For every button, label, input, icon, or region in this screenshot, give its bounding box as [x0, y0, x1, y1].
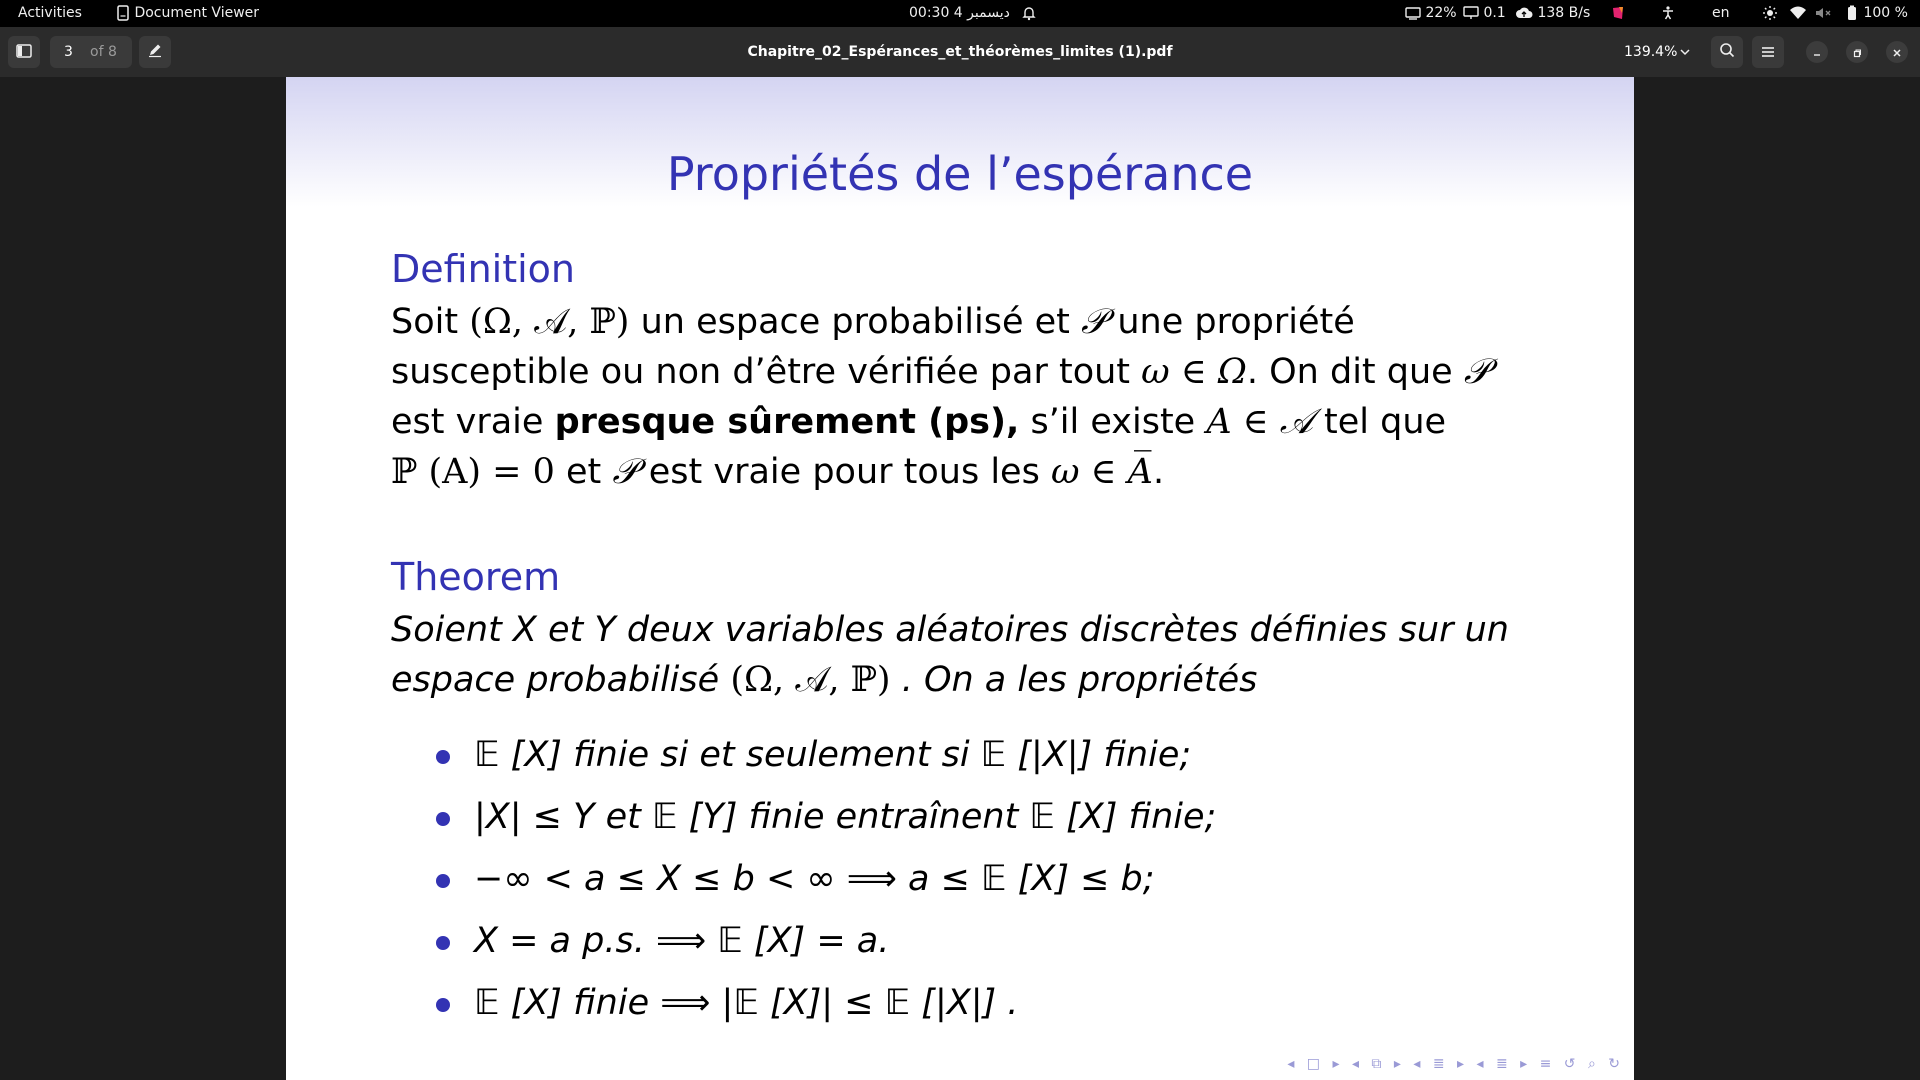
hamburger-menu-icon	[1761, 43, 1775, 62]
total-pages: of 8	[90, 44, 117, 60]
app-header-bar	[0, 27, 1920, 77]
cpu-icon	[1405, 5, 1421, 21]
definition-heading: Definition	[391, 247, 576, 291]
sidebar-icon	[16, 43, 32, 62]
theorem-heading: Theorem	[391, 555, 561, 599]
battery-indicator[interactable]: 100 %	[1845, 0, 1908, 27]
maximize-button[interactable]	[1846, 41, 1868, 63]
page-number-field[interactable]	[50, 36, 132, 68]
cloud-upload-icon	[1515, 5, 1533, 21]
annotate-button[interactable]	[139, 36, 171, 68]
language-indicator[interactable]: en	[1712, 5, 1730, 21]
bullet-dot	[436, 998, 450, 1012]
sidebar-toggle-button[interactable]	[8, 36, 40, 68]
search-button[interactable]	[1711, 36, 1743, 68]
restore-icon	[1852, 43, 1862, 62]
app-name: Document Viewer	[134, 5, 260, 21]
theorem-line-2: espace probabilisé (Ω, 𝒜, ℙ) . On a les propriétés	[391, 660, 1258, 700]
definition-line-4: ℙ (A) = 0 et 𝒫 est vraie pour tous les ω ∈ A̅.	[391, 452, 1165, 492]
slide-title: Propriétés de l’espérance	[666, 147, 1254, 201]
minimize-icon	[1812, 43, 1822, 62]
pencil-icon	[147, 42, 163, 62]
system-top-bar	[0, 0, 1920, 27]
colorful-app-icon[interactable]	[1610, 0, 1626, 27]
load-indicator[interactable]: 0.1	[1463, 0, 1506, 27]
minimize-button[interactable]	[1806, 41, 1828, 63]
close-icon	[1892, 43, 1902, 62]
brightness-icon[interactable]	[1762, 0, 1778, 27]
search-icon	[1719, 42, 1735, 62]
bullet-dot	[436, 812, 450, 826]
cpu-indicator[interactable]: 22%	[1405, 0, 1457, 27]
clock[interactable]: 00:30 4 ديسمبر	[909, 0, 1036, 27]
monitor-icon	[1463, 5, 1479, 21]
close-button[interactable]	[1886, 41, 1908, 63]
alarm-icon	[1022, 5, 1036, 21]
beamer-navigation-symbols[interactable]: ◂ □ ▸ ◂ ⧉ ▸ ◂ ≣ ▸ ◂ ≣ ▸ ≡ ↺ ⌕ ↻	[1287, 1056, 1624, 1072]
document-viewport[interactable]	[0, 77, 1920, 1080]
battery-icon	[1845, 5, 1859, 21]
zoom-dropdown[interactable]: 139.4%	[1612, 36, 1698, 68]
activities-button[interactable]: Activities	[18, 5, 82, 21]
bullet-dot	[436, 936, 450, 950]
current-page[interactable]: 3	[64, 44, 73, 60]
volume-muted-icon[interactable]	[1815, 0, 1831, 27]
wifi-icon[interactable]	[1790, 0, 1806, 27]
document-title: Chapitre_02_Espérances_et_théorèmes_limites (1).pdf	[747, 44, 1173, 60]
definition-line-1: Soit (Ω, 𝒜, ℙ) un espace probabilisé et 𝒫 une propriété	[391, 302, 1355, 342]
theorem-line-1: Soient X et Y deux variables aléatoires discrètes définies sur un	[391, 610, 1509, 650]
definition-body	[391, 297, 1531, 497]
pdf-page: Propriétés de l’espérance Definition Soit (Ω, 𝒜, ℙ) un espace probabilisé et 𝒫 une propriété susceptible ou non d’être vérifiée par tout ω ∈ Ω. On dit que 𝒫 est vraie presque sûrement (ps), s’il existe A ∈ 𝒜 tel que ℙ (A) = 0 et 𝒫 est vraie pour tous les ω ∈ A̅. Theorem Soient X et Y deux variables aléatoires discrètes définies sur un espace probabilisé (Ω, 𝒜, ℙ) . On a les propriétés 𝔼 [X] finie si et seulement si 𝔼 [|X|] finie; |X| ≤ Y et 𝔼 [Y] finie entraînent 𝔼 [X] finie; −∞ < a ≤ X ≤ b < ∞ ⟹ a ≤ 𝔼 [X] ≤ b; X = a p.s. ⟹ 𝔼 [X] = a. 𝔼 [X] finie ⟹ |𝔼 [X]| ≤ 𝔼 [|X|] . ◂ □ ▸ ◂ ⧉ ▸ ◂ ≣ ▸ ◂ ≣ ▸ ≡ ↺ ⌕ ↻	[286, 77, 1634, 1080]
definition-line-2: susceptible ou non d’être vérifiée par tout ω ∈ Ω. On dit que 𝒫	[391, 352, 1490, 392]
chevron-down-icon	[1680, 36, 1690, 68]
bullet-dot	[436, 750, 450, 764]
app-menu[interactable]	[116, 0, 259, 27]
document-icon	[116, 5, 134, 21]
bullet-dot	[436, 874, 450, 888]
definition-line-3: est vraie presque sûrement (ps), s’il existe A ∈ 𝒜 tel que	[391, 402, 1447, 442]
theorem-body	[391, 605, 1531, 705]
accessibility-icon[interactable]	[1660, 0, 1676, 27]
main-menu-button[interactable]	[1752, 36, 1784, 68]
network-speed[interactable]: 138 B/s	[1515, 0, 1590, 27]
